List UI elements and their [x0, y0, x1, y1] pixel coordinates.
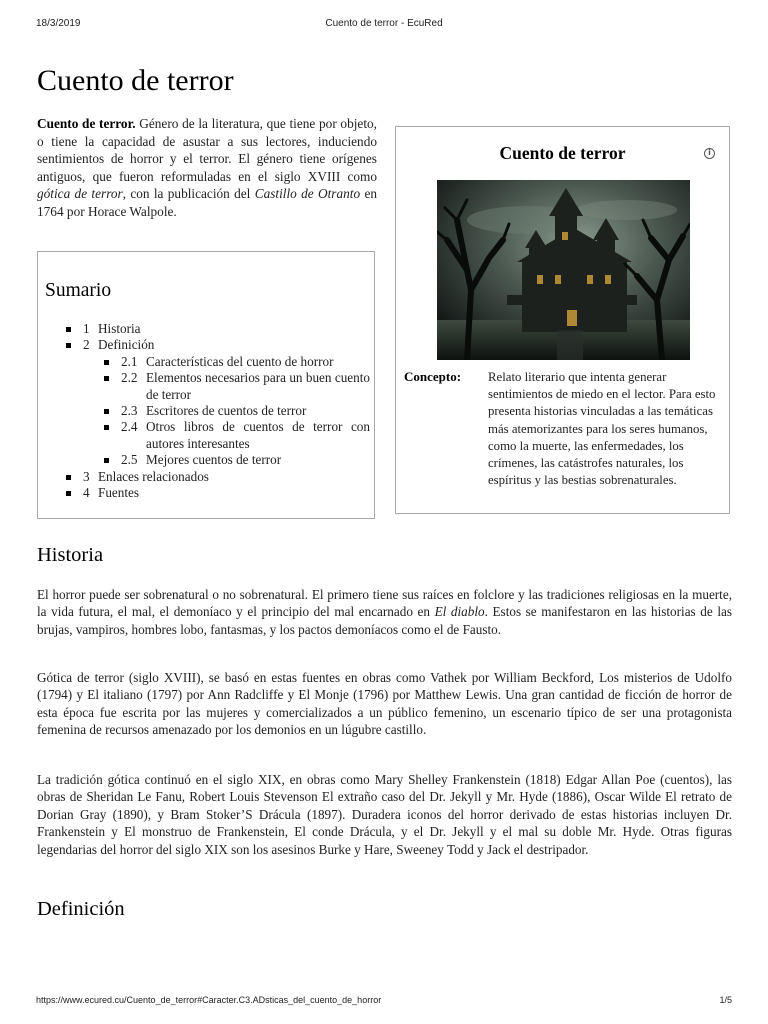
toc-label[interactable]: Mejores cuentos de terror — [146, 452, 282, 468]
table-of-contents — [37, 251, 375, 519]
intro-link-otranto[interactable]: Castillo de Otranto — [254, 186, 361, 202]
print-date: 18/3/2019 — [36, 18, 81, 29]
toc-label[interactable]: Fuentes — [98, 485, 140, 501]
toc-number: 2.4 — [121, 419, 138, 435]
toc-label[interactable]: Escritores de cuentos de terror — [146, 403, 307, 419]
section-title-definicion: Definición — [37, 898, 125, 920]
toc-number: 4 — [83, 485, 90, 501]
haunted-mansion-image[interactable] — [437, 180, 690, 360]
toc-item-otros-libros[interactable] — [104, 419, 370, 452]
info-circle-icon[interactable]: i — [704, 148, 715, 159]
intro-link-gotica[interactable]: gótica de terror — [37, 186, 123, 202]
intro-text-1: Género de la literatura, que tiene por objeto, o tiene la capacidad de asustar a sus lectores, induciendo sentimientos de horror y el terror. El género tiene orígenes antiguos, que fueron reformuladas en el siglo XVIII como — [37, 116, 377, 184]
infobox-title: Cuento de terror — [499, 143, 626, 163]
intro-text-3: en 1764 por Horace Walpole. — [37, 186, 377, 219]
toc-number: 2.5 — [121, 452, 138, 468]
toc-number: 2 — [83, 337, 90, 353]
toc-item-definicion[interactable] — [66, 337, 370, 468]
bullet-icon — [104, 376, 109, 381]
toc-label[interactable]: Características del cuento de horror — [146, 353, 334, 369]
toc-label[interactable]: Otros libros de cuentos de terror con autores interesantes — [146, 419, 370, 451]
toc-item-elementos[interactable] — [104, 370, 370, 403]
toc-number: 2.1 — [121, 353, 138, 369]
page-title: Cuento de terror — [37, 64, 234, 97]
intro-paragraph — [37, 115, 377, 221]
toc-label[interactable]: Elementos necesarios para un buen cuento de terror — [146, 370, 370, 402]
historia-paragraph-3: La tradición gótica continuó en el siglo XIX, en obras como Mary Shelley Frankenstein (1818) Edgar Allan Poe (cuentos), las obras de Sheridan Le Fanu, Robert Louis Stevenson El extraño caso del Dr. Jekyll y Mr. Hyde (1886), Oscar Wilde El retrato de Dorian Gray (1890), y Bram Stoker’S Drácula (1897). Duradera iconos del horror derivado de estas historias incluyen Dr. Frankenstein y El monstruo de Frankenstein, El conde Drácula, y el Dr. Jekyll y el mal su doble Mr. Hyde. Otras figuras legendarias del horror del siglo XIX son los asesinos Burke y Hare, Sweeney Todd y Jack el destripador. — [37, 772, 732, 857]
bullet-icon — [104, 458, 109, 463]
toc-number: 2.2 — [121, 370, 138, 386]
toc-title: Sumario — [45, 280, 112, 301]
toc-item-enlaces[interactable] — [66, 469, 370, 485]
bullet-icon — [104, 360, 109, 365]
historia-paragraph-2: Gótica de terror (siglo XVIII), se basó en estas fuentes en obras como Vathek por William Beckford, Los misterios de Udolfo (1794) y El italiano (1797) por Ann Radcliffe y El Monje (1796) por Matthew Lewis. Una gran cantidad de ficción de horror de esta época fue escrita por las mujeres y comercializados a un público femenino, un escenario típico de ser una protagonista femenina de recursos amenazado por los demonios en un lúgubre castillo. — [37, 670, 732, 738]
toc-list — [66, 321, 370, 501]
toc-label[interactable]: Definición — [98, 337, 155, 353]
link-el-diablo[interactable]: El diablo — [434, 604, 485, 620]
toc-number: 2.3 — [121, 403, 138, 419]
toc-number: 1 — [83, 321, 90, 336]
bullet-icon — [66, 491, 71, 496]
toc-item-caracteristicas[interactable] — [104, 354, 370, 370]
toc-sublist — [104, 354, 370, 469]
toc-item-fuentes[interactable] — [66, 485, 370, 501]
print-page-title: Cuento de terror - EcuRed — [325, 18, 443, 29]
intro-term: Cuento de terror. — [37, 116, 136, 131]
bullet-icon — [66, 343, 71, 348]
print-page-number: 1/5 — [719, 995, 732, 1005]
paragraph-text: . Estos se manifestaron en las historias de las brujas, vampiros, hombres lobo, fantasmas, y los pactos demoníacos como el de Fausto. — [37, 604, 732, 637]
toc-item-historia[interactable] — [66, 321, 370, 337]
toc-label[interactable]: Enlaces relacionados — [98, 468, 209, 484]
bullet-icon — [66, 475, 71, 480]
infobox-label: Concepto: — [404, 369, 462, 384]
bullet-icon — [104, 409, 109, 414]
paragraph-text: El horror puede ser sobrenatural o no sobrenatural. El primero tiene sus raíces en folclore y las tradiciones religiosas en la muerte, la vida futura, el mal, el demoníaco y el principio del mal encarnado en — [37, 587, 732, 620]
toc-number: 3 — [83, 468, 90, 484]
intro-text-2: , con la publicación del — [122, 186, 255, 202]
print-url: https://www.ecured.cu/Cuento_de_terror#Caracter.C3.ADsticas_del_cuento_de_horror — [36, 995, 382, 1005]
infobox-value: Relato literario que intenta generar sentimientos de miedo en el lector. Para esto presenta historias vinculadas a las temáticas más atemorizantes para los seres humanos, como la muerte, las enfermedades, los crímenes, las catástrofes naturales, los espíritus y las bestias sobrenaturales. — [488, 370, 716, 488]
haunted-mansion-illustration — [437, 180, 690, 360]
bullet-icon — [104, 425, 109, 430]
section-title-historia: Historia — [37, 544, 104, 566]
toc-item-mejores[interactable] — [104, 452, 370, 468]
infobox — [395, 126, 730, 514]
historia-paragraph-1 — [37, 586, 732, 638]
toc-label[interactable]: Historia — [98, 321, 141, 336]
toc-item-escritores[interactable] — [104, 403, 370, 419]
bullet-icon — [66, 327, 71, 332]
